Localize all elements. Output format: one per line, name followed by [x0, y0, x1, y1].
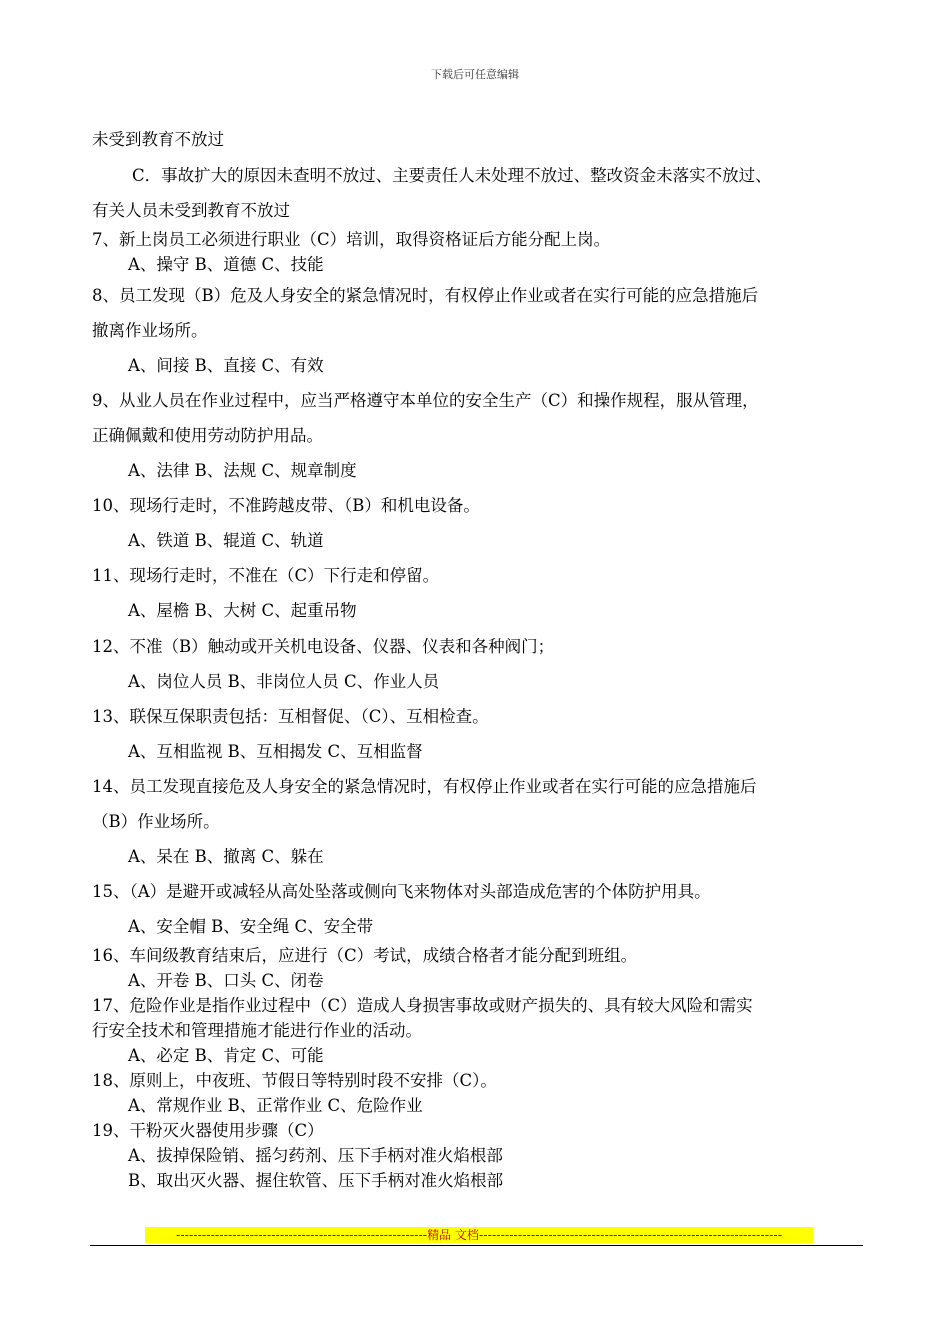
question-8: 8、员工发现（B）危及人身安全的紧急情况时，有权停止作业或者在实行可能的应急措施后	[92, 286, 759, 305]
header-note: 下载后可任意编辑	[431, 68, 519, 81]
question-9: 9、从业人员在作业过程中，应当严格遵守本单位的安全生产（C）和操作规程，服从管理，	[92, 391, 759, 410]
options-11: A、屋檐 B、大树 C、起重吊物	[128, 601, 357, 620]
options-14: A、呆在 B、撤离 C、躲在	[128, 847, 324, 866]
question-18: 18、原则上，中夜班、节假日等特别时段不安排（C）。	[92, 1071, 497, 1090]
question-12: 12、不准（B）触动或开关机电设备、仪器、仪表和各种阀门；	[92, 637, 555, 656]
options-16: A、开卷 B、口头 C、闭卷	[128, 971, 324, 990]
question-15: 15、（A）是避开或减轻从高处坠落或侧向飞来物体对头部造成危害的个体防护用具。	[92, 882, 711, 901]
footer-rule	[90, 1245, 863, 1246]
question-14-cont: （B）作业场所。	[92, 812, 220, 831]
question-14: 14、员工发现直接危及人身安全的紧急情况时，有权停止作业或者在实行可能的应急措施后	[92, 777, 757, 796]
options-7: A、操守 B、道德 C、技能	[128, 255, 324, 274]
text-line: C．事故扩大的原因未查明不放过、主要责任人未处理不放过、整改资金未落实不放过、	[132, 166, 772, 185]
options-12: A、岗位人员 B、非岗位人员 C、作业人员	[128, 672, 440, 691]
options-8: A、间接 B、直接 C、有效	[128, 356, 324, 375]
question-11: 11、现场行走时，不准在（C）下行走和停留。	[92, 566, 440, 585]
options-19-b: B、取出灭火器、握住软管、压下手柄对准火焰根部	[128, 1171, 504, 1190]
options-13: A、互相监视 B、互相揭发 C、互相监督	[128, 742, 423, 761]
options-15: A、安全帽 B、安全绳 C、安全带	[128, 917, 374, 936]
question-17-cont: 行安全技术和管理措施才能进行作业的活动。	[92, 1021, 422, 1040]
question-19: 19、干粉灭火器使用步骤（C）	[92, 1121, 324, 1140]
options-19-a: A、拔掉保险销、摇匀药剂、压下手柄对准火焰根部	[128, 1146, 503, 1165]
question-7: 7、新上岗员工必须进行职业（C）培训，取得资格证后方能分配上岗。	[92, 230, 611, 249]
question-10: 10、现场行走时，不准跨越皮带、（B）和机电设备。	[92, 496, 480, 515]
question-8-cont: 撤离作业场所。	[92, 321, 208, 340]
question-16: 16、车间级教育结束后，应进行（C）考试，成绩合格者才能分配到班组。	[92, 946, 638, 965]
footer-band: ----------------------------------------------------------精品 文档----------------------------------------------------------------------	[145, 1227, 813, 1243]
text-line: 未受到教育不放过	[92, 130, 224, 149]
question-17: 17、危险作业是指作业过程中（C）造成人身损害事故或财产损失的、具有较大风险和需实	[92, 996, 753, 1015]
options-10: A、铁道 B、辊道 C、轨道	[128, 531, 324, 550]
options-9: A、法律 B、法规 C、规章制度	[128, 461, 357, 480]
options-17: A、必定 B、肯定 C、可能	[128, 1046, 324, 1065]
question-13: 13、联保互保职责包括：互相督促、（C）、互相检查。	[92, 707, 489, 726]
options-18: A、常规作业 B、正常作业 C、危险作业	[128, 1096, 423, 1115]
question-9-cont: 正确佩戴和使用劳动防护用品。	[92, 426, 323, 445]
text-line: 有关人员未受到教育不放过	[92, 201, 290, 220]
